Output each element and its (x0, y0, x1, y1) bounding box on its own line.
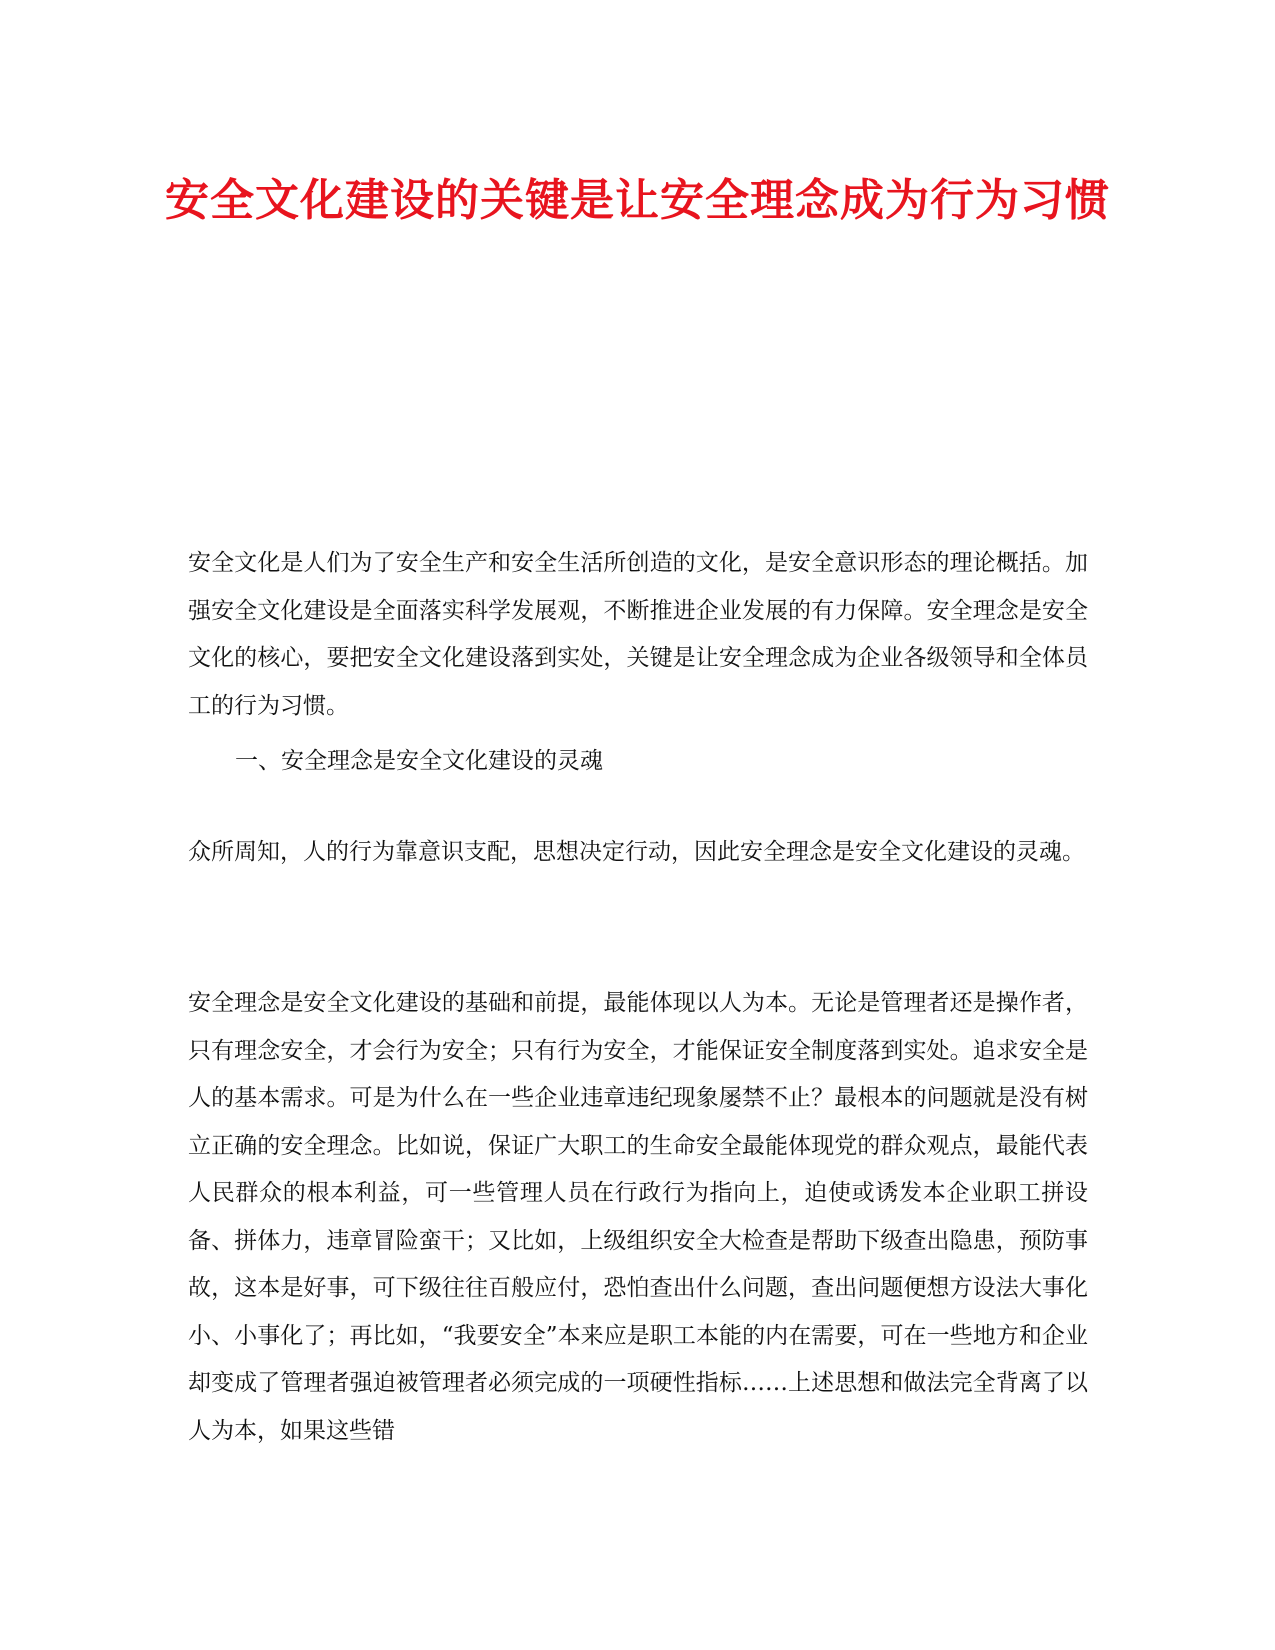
section-heading: 一、安全理念是安全文化建设的灵魂 (235, 748, 603, 774)
body-paragraph: 安全文化是人们为了安全生产和安全生活所创造的文化，是安全意识形态的理论概括。加强安全文化建设是全面落实科学发展观，不断推进企业发展的有力保障。安全理念是安全文化的核心，要把安全文化建设落到实处，关键是让安全理念成为企业各级领导和全体员工的行为习惯。 (188, 550, 1088, 719)
body-paragraph: 安全理念是安全文化建设的基础和前提，最能体现以人为本。无论是管理者还是操作者，只有理念安全，才会行为安全；只有行为安全，才能保证安全制度落到实处。追求安全是人的基本需求。可是为什么在一些企业违章违纪现象屡禁不止？最根本的问题就是没有树立正确的安全理念。比如说，保证广大职工的生命安全最能体现党的群众观点，最能代表人民群众的根本利益，可一些管理人员在行政行为指向上，迫使或诱发本企业职工拼设备、拼体力，违章冒险蛮干；又比如，上级组织安全大检查是帮助下级查出隐患，预防事故，这本是好事，可下级往往百般应付，恐怕查出什么问题，查出问题便想方设法大事化小、小事化了；再比如，“我要安全”本来应是职工本能的内在需要，可在一些地方和企业却变成了管理者强迫被管理者必须完成的一项硬性指标……上述思想和做法完全背离了以人为本，如果这些错 (188, 990, 1088, 1444)
document-title: 安全文化建设的关键是让安全理念成为行为习惯 (165, 175, 1110, 226)
body-paragraph: 众所周知，人的行为靠意识支配，思想决定行动，因此安全理念是安全文化建设的灵魂。 (188, 839, 1085, 865)
